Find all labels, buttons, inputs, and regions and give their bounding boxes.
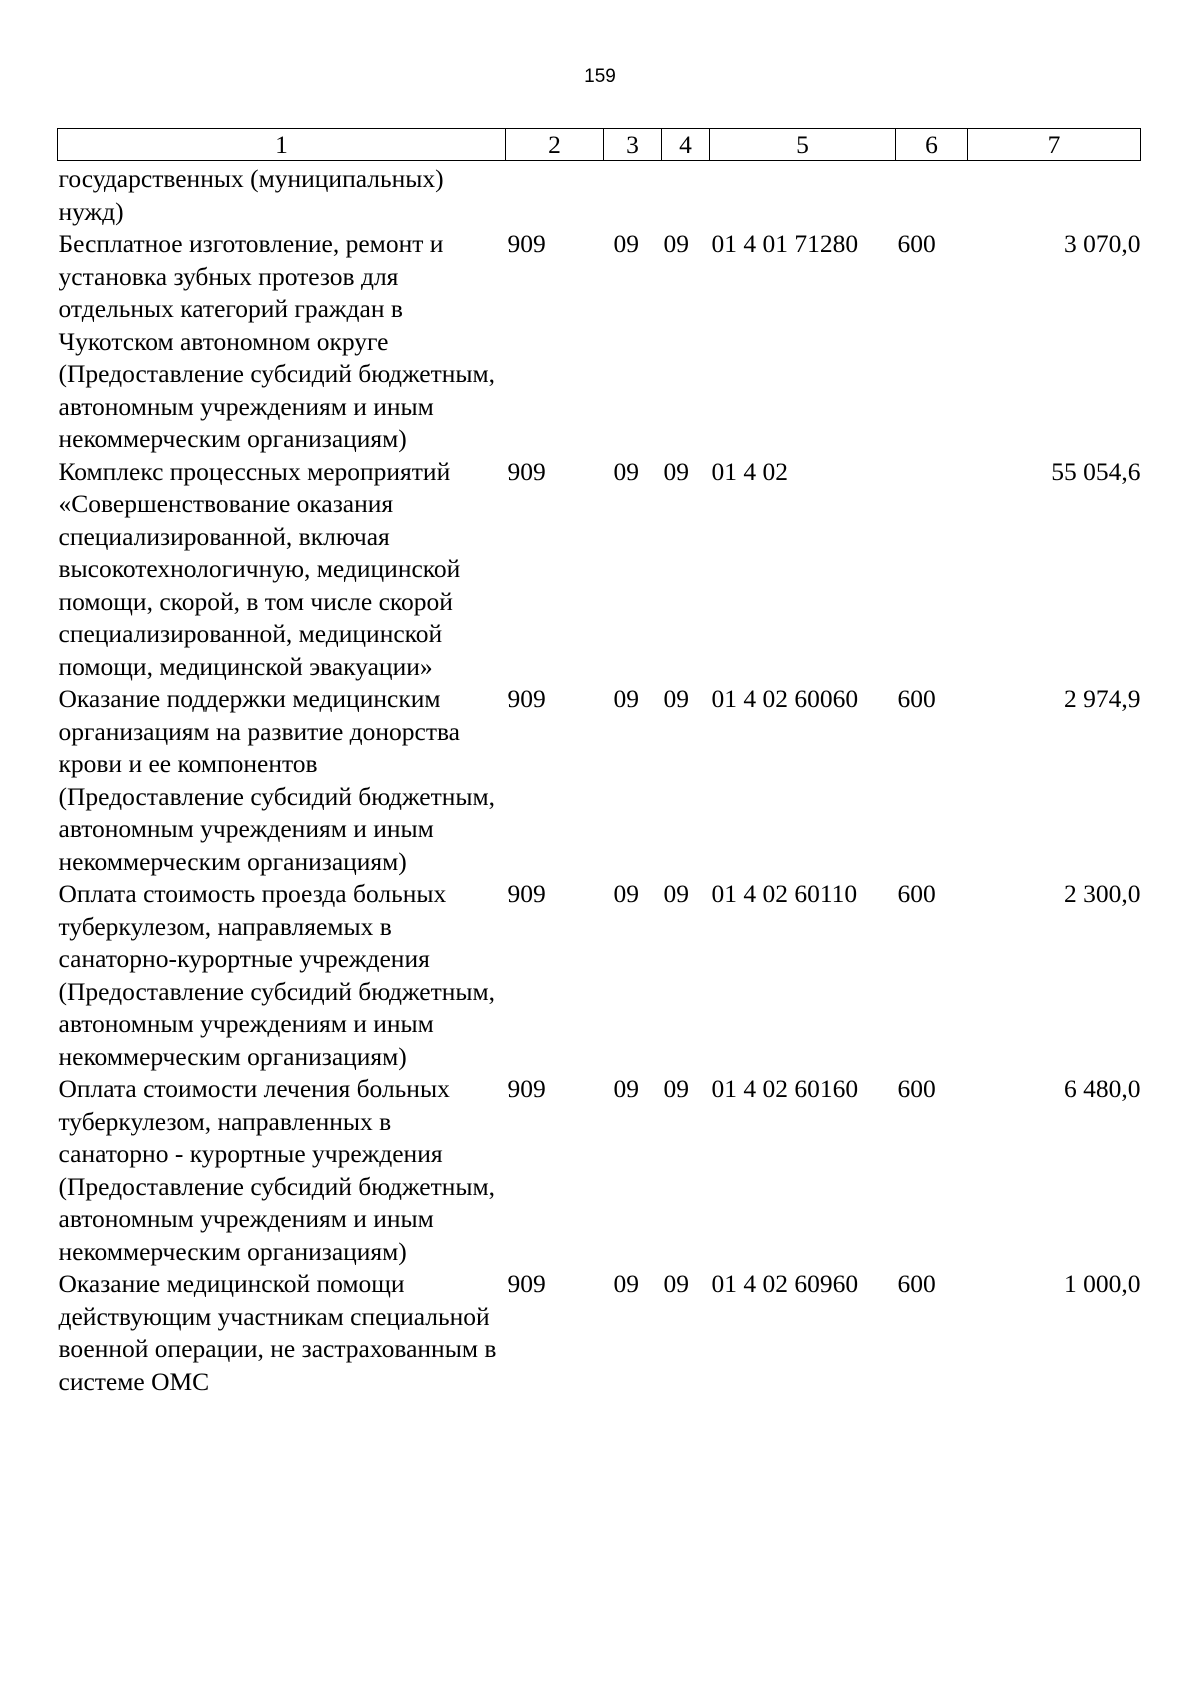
row-description: Оплата стоимости лечения больных туберкулезом, направленных в санаторно - курортные учреждения (Предоставление субсидий бюджетным, автономным учреждениям и иным некоммерческим организациям) bbox=[58, 1074, 496, 1266]
section-code: 09 bbox=[613, 684, 639, 713]
ministry-code: 909 bbox=[507, 456, 546, 486]
expense-type-code: 600 bbox=[897, 1074, 936, 1103]
ministry-code: 909 bbox=[507, 229, 546, 258]
table-header-row bbox=[58, 129, 1141, 161]
target-article-code bbox=[710, 161, 896, 229]
section-code: 09 bbox=[613, 456, 639, 486]
section-code bbox=[604, 161, 662, 229]
amount: 1 000,0 bbox=[1064, 1269, 1141, 1298]
table-row bbox=[58, 161, 1141, 229]
column-header: 5 bbox=[710, 129, 896, 161]
section-code: 09 bbox=[613, 229, 639, 258]
amount bbox=[968, 161, 1141, 229]
column-header: 6 bbox=[896, 129, 968, 161]
budget-table bbox=[57, 128, 1141, 1398]
subsection-code: 09 bbox=[663, 229, 689, 258]
column-header: 3 bbox=[604, 129, 662, 161]
subsection-code bbox=[662, 161, 710, 229]
table-row bbox=[58, 1073, 1141, 1268]
ministry-code bbox=[506, 161, 604, 229]
column-header: 2 bbox=[506, 129, 604, 161]
expense-type-code bbox=[896, 161, 968, 229]
row-description: Комплекс процессных мероприятий «Совершенствование оказания специализированной, включая высокотехнологичную, медицинской помощи, скорой, в том числе скорой специализированной, медицинской помощи, медицинской эвакуации» bbox=[58, 456, 461, 681]
amount: 2 300,0 bbox=[1064, 879, 1141, 908]
column-header: 4 bbox=[662, 129, 710, 161]
table-row bbox=[58, 456, 1141, 684]
subsection-code: 09 bbox=[663, 684, 689, 713]
table-row bbox=[58, 228, 1141, 456]
section-code: 09 bbox=[613, 879, 639, 908]
section-code: 09 bbox=[613, 1074, 639, 1103]
row-description: Бесплатное изготовление, ремонт и установка зубных протезов для отдельных категорий граждан в Чукотском автономном округе (Предоставление субсидий бюджетным, автономным учреждениям и иным некоммерческим организациям) bbox=[58, 229, 496, 453]
ministry-code: 909 bbox=[507, 1074, 546, 1103]
target-article-code: 01 4 02 bbox=[711, 456, 788, 486]
expense-type-code: 600 bbox=[897, 229, 936, 258]
amount: 3 070,0 bbox=[1064, 229, 1141, 258]
subsection-code: 09 bbox=[663, 879, 689, 908]
target-article-code: 01 4 02 60960 bbox=[711, 1269, 859, 1298]
subsection-code: 09 bbox=[663, 456, 689, 486]
table-row bbox=[58, 1268, 1141, 1398]
row-description: Оказание поддержки медицинским организациям на развитие донорства крови и ее компонентов (Предоставление субсидий бюджетным, автономным учреждениям и иным некоммерческим организациям) bbox=[58, 684, 496, 876]
subsection-code: 09 bbox=[663, 1074, 689, 1103]
amount: 6 480,0 bbox=[1064, 1074, 1141, 1103]
target-article-code: 01 4 02 60060 bbox=[711, 684, 859, 713]
expense-type-code bbox=[896, 456, 968, 684]
ministry-code: 909 bbox=[507, 1269, 546, 1298]
target-article-code: 01 4 02 60160 bbox=[711, 1074, 859, 1103]
expense-type-code: 600 bbox=[897, 879, 936, 908]
table-row bbox=[58, 683, 1141, 878]
column-header: 7 bbox=[968, 129, 1141, 161]
page-number: 159 bbox=[584, 66, 616, 87]
row-description: государственных (муниципальных) нужд) bbox=[58, 164, 444, 226]
ministry-code: 909 bbox=[507, 879, 546, 908]
subsection-code: 09 bbox=[663, 1269, 689, 1298]
expense-type-code: 600 bbox=[897, 1269, 936, 1298]
amount: 55 054,6 bbox=[1051, 456, 1141, 486]
table-row bbox=[58, 878, 1141, 1073]
row-description: Оплата стоимость проезда больных туберкулезом, направляемых в санаторно-курортные учреждения (Предоставление субсидий бюджетным, автономным учреждениям и иным некоммерческим организациям) bbox=[58, 879, 496, 1071]
target-article-code: 01 4 01 71280 bbox=[711, 229, 859, 258]
section-code: 09 bbox=[613, 1269, 639, 1298]
column-header: 1 bbox=[58, 129, 506, 161]
target-article-code: 01 4 02 60110 bbox=[711, 879, 858, 908]
ministry-code: 909 bbox=[507, 684, 546, 713]
amount: 2 974,9 bbox=[1064, 684, 1141, 713]
row-description: Оказание медицинской помощи действующим участникам специальной военной операции, не застрахованным в системе ОМС bbox=[58, 1269, 497, 1396]
expense-type-code: 600 bbox=[897, 684, 936, 713]
